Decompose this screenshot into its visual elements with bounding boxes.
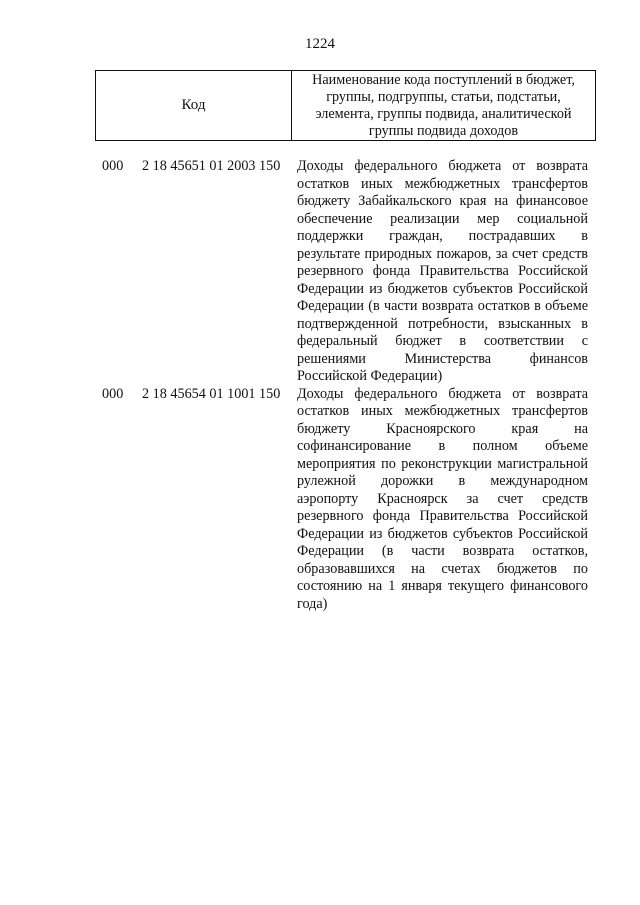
table-body: [0, 158, 640, 613]
income-description: Доходы федерального бюджета от возврата остатков иных межбюджетных трансфертов бюджету Красноярского края на софинансирование в полном объеме мероприятия по реконструкции магистральной рулежной дорожки в международном аэропорту Красноярск за счет средств резервного фонда Правительства Российской Федерации из бюджетов субъектов Российской Федерации (в части возврата остатков, образовавшихся на счетах бюджетов по состоянию на 1 января текущего финансового года): [297, 385, 588, 612]
page-number: 1224: [305, 36, 335, 52]
income-description: Доходы федерального бюджета от возврата остатков иных межбюджетных трансфертов бюджету Забайкальского края на финансовое обеспечение реализации мер социальной поддержки граждан, пострадавших в результате природных пожаров, за счет средств резервного фонда Правительства Российской Федерации из бюджетов субъектов Российской Федерации (в части возврата остатков в объеме подтвержденной потребности, взысканных в федеральный бюджет в соответствии с решениями Министерства финансов Российской Федерации): [297, 158, 588, 384]
table-row: [0, 158, 640, 386]
header-name-column: Наименование кода поступлений в бюджет, группы, подгруппы, статьи, подстатьи, элемента, группы подвида, аналитической группы подвида доходов: [312, 71, 575, 139]
table-row: [0, 386, 640, 614]
table-header: [95, 70, 596, 141]
admin-code: 000: [102, 385, 124, 402]
header-code-column: Код: [96, 71, 292, 140]
admin-code: 000: [102, 158, 124, 174]
income-code: 2 18 45651 01 2003 150: [142, 158, 281, 174]
income-code: 2 18 45654 01 1001 150: [142, 385, 281, 402]
